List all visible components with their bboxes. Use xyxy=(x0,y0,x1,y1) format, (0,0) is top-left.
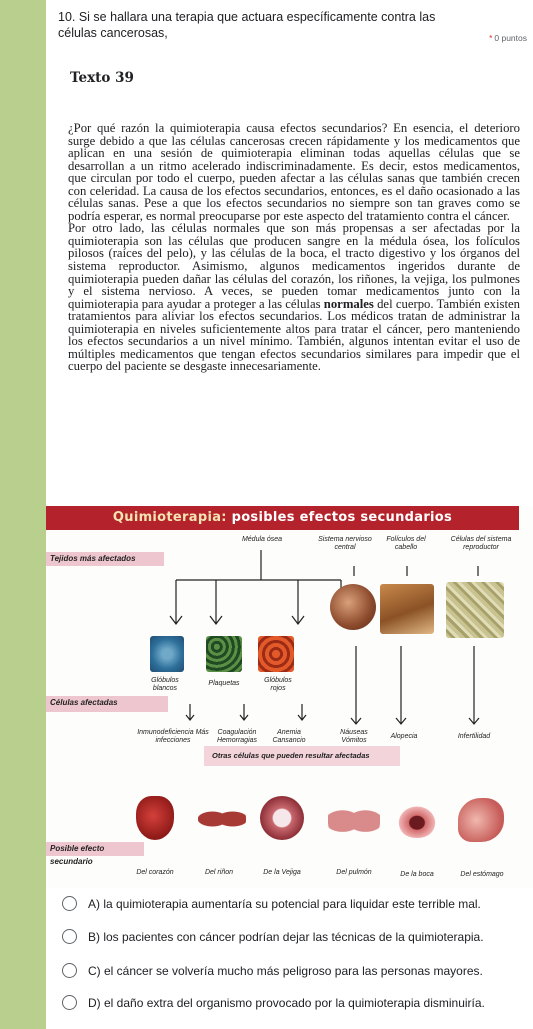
chemo-infographic xyxy=(46,506,533,888)
option-b[interactable] xyxy=(62,929,522,949)
heart-image xyxy=(136,796,174,840)
celulas-afectadas-label: Células afectadas xyxy=(46,696,168,712)
kidneys-image xyxy=(198,802,246,836)
medula-osea-label: Médula ósea xyxy=(241,536,283,543)
question-card xyxy=(46,0,533,1029)
globulos-blancos-label: Glóbulos blancos xyxy=(151,677,179,692)
option-a-label: A) la quimioterapia aumentaría su potencial para liquidar este terrible mal. xyxy=(88,897,481,911)
passage-title: Texto 39 xyxy=(70,70,134,86)
effect-alopecia: Alopecia xyxy=(390,733,418,740)
option-b-label: B) los pacientes con cáncer podrían dejar las técnicas de la quimioterapia. xyxy=(88,930,484,944)
organ-pulmon: Del pulmón xyxy=(336,869,372,876)
organ-estomago: Del estómago xyxy=(460,871,504,878)
option-c-label: C) el cáncer se volvería mucho más peligroso para las personas mayores. xyxy=(88,964,483,978)
effect-coagulacion: Coagulación Hemorragias xyxy=(216,729,258,744)
effect-nauseas: Náuseas Vómitos xyxy=(340,729,368,744)
organ-vejiga: De la Vejiga xyxy=(263,869,301,876)
hair-follicle-image xyxy=(380,584,434,634)
radio-c[interactable] xyxy=(62,963,77,978)
globulos-rojos-label: Glóbulos rojos xyxy=(264,677,292,692)
effect-infertilidad: Infertilidad xyxy=(457,733,491,740)
option-d-label: D) el daño extra del organismo provocado por la quimioterapia disminuiría. xyxy=(88,996,485,1010)
passage-paragraph-1: ¿Por qué razón la quimioterapia causa efectos secundarios? En esencia, el deterioro surge debido a que las células cancerosas crecen rápidamente y los medicamentos que aplican en una sesión de quimioterapia eliminan todas aquellas células que se desarrollan a un ritmo acelerado indiscriminadamente. Es decir, estos medicamentos, que circulan por todo el cuerpo, pueden afectar a las células sanas que también crecen con celeridad. La causa de los efectos secundarios, entonces, es el daño ocasionado a las células sanas. Pese a que los efectos secundarios no siempre son tan graves como se podría esperar, es normal preocuparse por este aspecto del tratamiento contra el cáncer. xyxy=(68,121,520,223)
foliculos-label: Folículos del cabello xyxy=(386,536,426,551)
option-c[interactable] xyxy=(62,963,522,983)
otras-celulas-label: Otras células que pueden resultar afectadas xyxy=(204,746,400,766)
infographic-banner: Quimioterapia: posibles efectos secundarios xyxy=(46,506,519,530)
organ-corazon: Del corazón xyxy=(136,869,174,876)
radio-d[interactable] xyxy=(62,995,77,1010)
option-a[interactable] xyxy=(62,896,522,916)
points-label: 0 puntos xyxy=(494,33,527,43)
passage-paragraph-2: Por otro lado, las células normales que son más propensas a ser afectadas por la quimioterapia son las células que producen sangre en la médula ósea, los folículos pilosos (raíces del pelo), y las células de la boca, el tracto digestivo y los órganos del sistema reproductor. Asimismo, algunos medicamentos ingeridos durante de quimioterapia pueden dañar las células del corazón, los riñones, la vejiga, los pulmones y el sistema nervioso. A veces, se pueden tomar medicamentos junto con la quimioterapia para ayudar a proteger a las células normales del cuerpo. También existen tratamientos para aliviar los efectos secundarios. Los médicos tratan de administrar la quimioterapia en niveles suficientemente altos para tratar el cáncer, pero manteniendo los efectos secundarios a un nivel mínimo. También, algunos intentan evitar el uso de múltiples medicamentos que tengan efectos secundarios similares para impedir que el cuerpo del paciente se desgaste innecesariamente. xyxy=(68,221,520,374)
platelets-image xyxy=(206,636,242,672)
passage-body xyxy=(68,122,520,373)
effect-anemia: Anemia Cansancio xyxy=(272,729,306,744)
question-text: 10. Si se hallara una terapia que actuara específicamente contra las células cancerosas, xyxy=(58,10,436,40)
reproductor-label: Células del sistema reproductor xyxy=(450,536,512,551)
mouth-image xyxy=(396,804,438,838)
white-cells-image xyxy=(150,636,184,672)
tejidos-label: Tejidos más afectados xyxy=(46,552,164,566)
sistema-nervioso-label: Sistema nervioso central xyxy=(318,536,372,551)
radio-b[interactable] xyxy=(62,929,77,944)
radio-a[interactable] xyxy=(62,896,77,911)
posible-efecto-label: Posible efecto secundario xyxy=(46,842,144,856)
organ-rinon: Del riñon xyxy=(204,869,233,876)
brain-image xyxy=(330,584,376,630)
plaquetas-label: Plaquetas xyxy=(208,680,240,687)
reproductive-cells-image xyxy=(446,582,504,638)
bladder-image xyxy=(260,796,304,840)
option-d[interactable] xyxy=(62,995,522,1015)
question-points xyxy=(489,33,527,43)
red-cells-image xyxy=(258,636,294,672)
effect-inmunodeficiencia: Inmunodeficiencia Más infecciones xyxy=(137,729,209,744)
emphasis-normales: normales xyxy=(323,296,374,311)
required-mark: * xyxy=(489,33,493,43)
organ-boca: De la boca xyxy=(400,871,434,878)
lungs-image xyxy=(328,798,380,840)
stomach-image xyxy=(458,798,504,842)
